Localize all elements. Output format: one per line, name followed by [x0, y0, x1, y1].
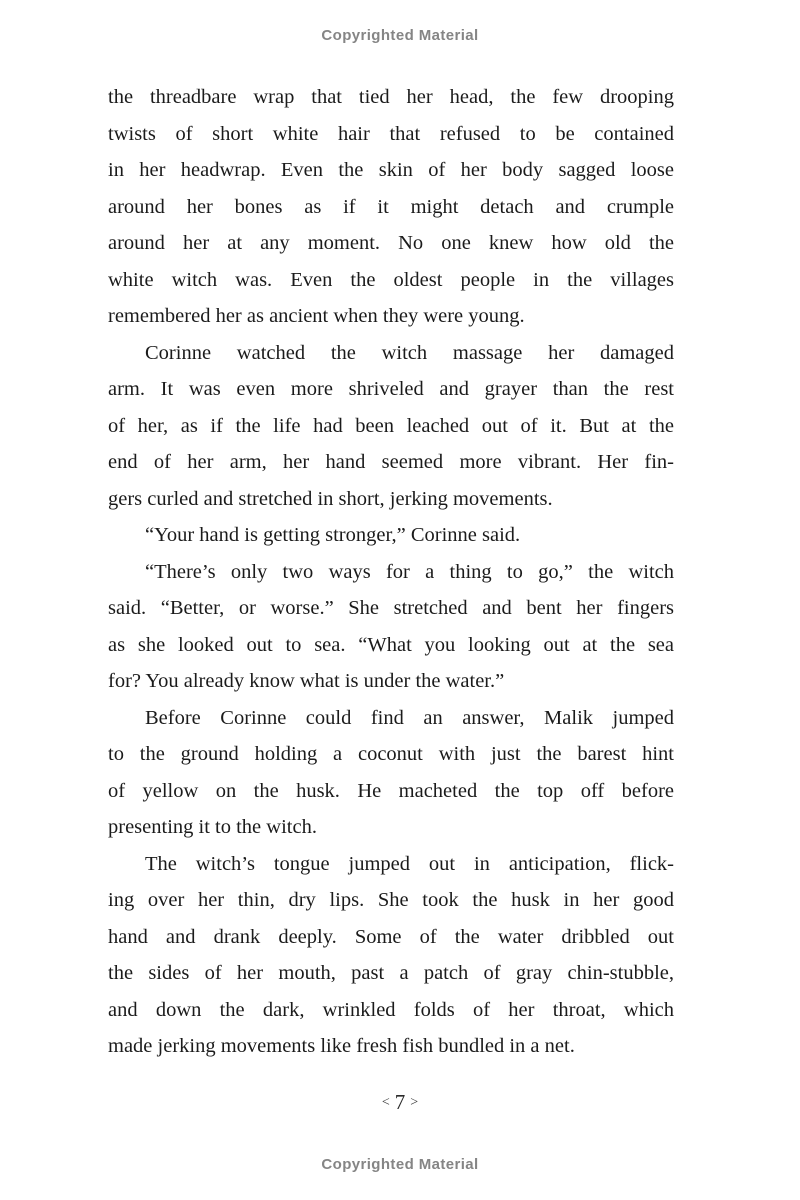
text-line: presenting it to the witch. [108, 816, 317, 838]
text-line: of yellow on the husk. He macheted the top off before [108, 779, 674, 802]
text-line: gers curled and stretched in short, jerking movements. [108, 487, 553, 510]
text-line: around her at any moment. No one knew how old the [108, 232, 674, 254]
text-line: for? You already know what is under the water.” [108, 670, 505, 692]
text-line: as she looked out to sea. “What you looking out at the sea [108, 633, 674, 656]
text-line: Before Corinne could find an answer, Malik jumped [145, 706, 674, 729]
text-line: and down the dark, wrinkled folds of her throat, which [108, 998, 674, 1021]
text-line: twists of short white hair that refused to be contained [108, 122, 674, 145]
page-number-ornament-right: > [410, 1095, 419, 1110]
text-line: “There’s only two ways for a thing to go,” the witch [145, 560, 674, 583]
footer-copyright-notice: Copyrighted Material [321, 1156, 479, 1173]
page-number-ornament-left: < [381, 1095, 390, 1110]
text-line: in her headwrap. Even the skin of her body sagged loose [108, 159, 674, 181]
text-line: white witch was. Even the oldest people in the villages [108, 268, 674, 291]
text-line: arm. It was even more shriveled and grayer than the rest [108, 378, 674, 400]
text-line: end of her arm, her hand seemed more vibrant. Her fin- [108, 451, 674, 473]
page-body [108, 79, 674, 1065]
paragraph [108, 79, 674, 335]
text-line: remembered her as ancient when they were young. [108, 305, 525, 327]
paragraph [108, 846, 674, 1065]
page-number-row [0, 1090, 800, 1115]
paragraph [108, 554, 674, 700]
text-line: made jerking movements like fresh fish bundled in a net. [108, 1035, 575, 1057]
text-line: hand and drank deeply. Some of the water dribbled out [108, 925, 674, 948]
text-line: said. “Better, or worse.” She stretched and bent her fingers [108, 597, 674, 619]
text-line: The witch’s tongue jumped out in anticipation, flick- [145, 852, 674, 875]
text-line: to the ground holding a coconut with just the barest hint [108, 743, 674, 765]
text-line: of her, as if the life had been leached out of it. But at the [108, 414, 674, 437]
text-line: the sides of her mouth, past a patch of gray chin-stubble, [108, 962, 674, 984]
paragraph [108, 517, 674, 554]
text-line: Corinne watched the witch massage her damaged [145, 341, 674, 364]
text-line: the threadbare wrap that tied her head, the few drooping [108, 86, 674, 108]
header-copyright-notice: Copyrighted Material [321, 27, 479, 44]
text-line: ing over her thin, dry lips. She took the husk in her good [108, 889, 674, 911]
text-line: “Your hand is getting stronger,” Corinne said. [145, 524, 521, 546]
page-number: 7 [394, 1090, 406, 1114]
text-line: around her bones as if it might detach and crumple [108, 195, 674, 218]
paragraph [108, 700, 674, 846]
paragraph [108, 335, 674, 518]
